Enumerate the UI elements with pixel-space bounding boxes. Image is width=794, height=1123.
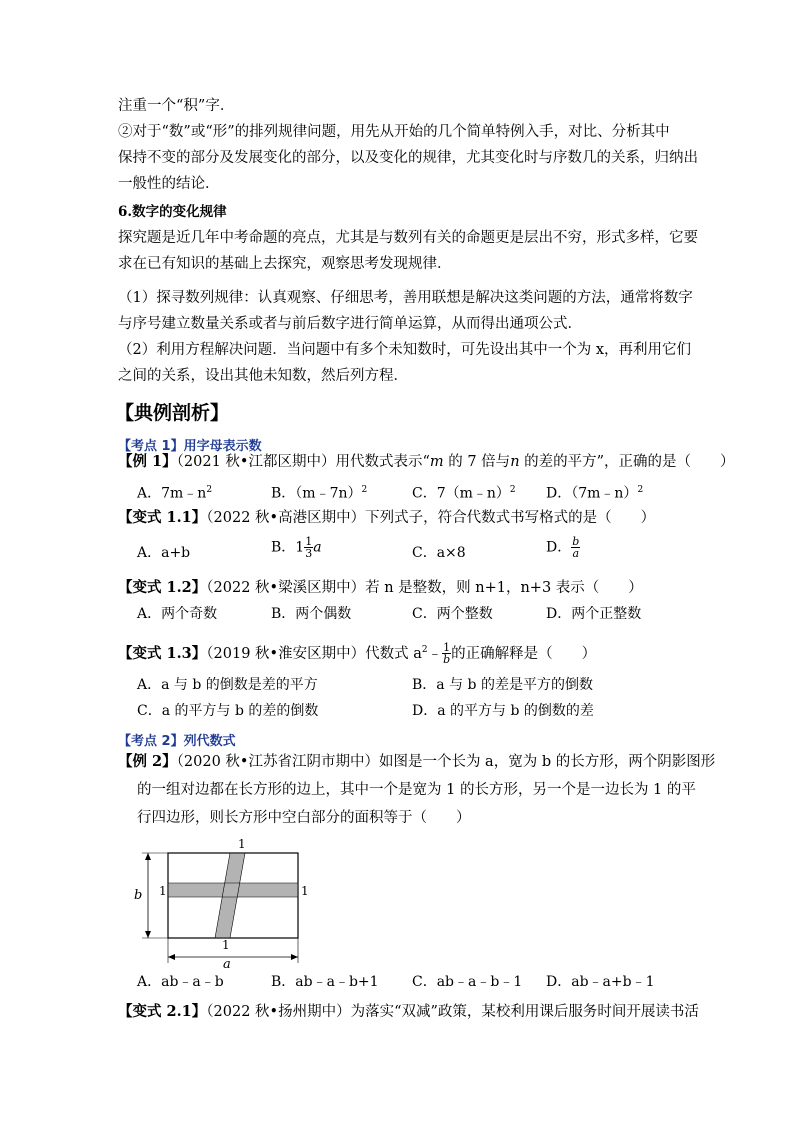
example-1-tag: 【例 1】	[118, 453, 177, 470]
section-6-p2b: 与序号建立数量关系或者与前后数字进行简单运算，从而得出通项公式．	[118, 316, 582, 332]
variant-1-3-source: （2019 秋•淮安区期中）	[206, 645, 366, 662]
example-1-stem	[118, 452, 735, 472]
frac-num: 1	[305, 535, 313, 548]
example-2-source: （2020 秋•江苏省江阴市期中）	[176, 754, 379, 770]
option-b-text: B．（m﹣7n）	[271, 485, 362, 502]
option-d-text: D．（7m﹣n）	[546, 485, 638, 502]
b-arrow-top	[145, 853, 151, 860]
option-a-exp: 2	[206, 485, 213, 495]
variant-1-2-stem	[118, 578, 643, 598]
example-1-stem-b: 的 7 倍与	[443, 454, 511, 470]
frac-num: b	[572, 535, 580, 548]
kaodian-1-label: 【考点 1】用字母表示数	[118, 439, 262, 454]
section-6-title: 6.数字的变化规律	[118, 204, 227, 220]
intro-line-4: 一般性的结论．	[118, 176, 220, 192]
variant-1-2-tag: 【变式 1.2】	[118, 579, 207, 596]
label-right-1: 1	[301, 884, 309, 898]
frac-den: b	[443, 653, 451, 667]
example-2-option-b[interactable]: B．ab﹣a﹣b+1	[271, 974, 379, 990]
example-2-line-2: 的一组对边都在长方形的边上，其中一个是宽为 1 的长方形，另一个是一边长为 1 的平	[137, 782, 696, 798]
example-2-text-1: 如图是一个长为 a，宽为 b 的长方形，两个阴影图形	[378, 754, 716, 770]
variant-1-2-option-d[interactable]: D．两个正整数	[546, 606, 642, 622]
variant-1-2-text: 若 n 是整数，则 n+1，n+3 表示（ ）	[365, 580, 643, 596]
section-6-p2a: （1）探寻数列规律：认真观察、仔细思考，善用联想是解决这类问题的方法，通常将数字	[118, 290, 693, 306]
section-6-p3b: 之间的关系，设出其他未知数，然后列方程．	[118, 368, 408, 384]
example-1-option-a[interactable]	[137, 480, 212, 504]
example-1-stem-a: 用代数式表示“	[335, 454, 430, 470]
example-2-tag: 【例 2】	[118, 753, 177, 770]
option-b-whole: B．1	[271, 539, 305, 556]
frac-den: a	[572, 547, 580, 560]
rectangle-figure	[130, 833, 315, 968]
variant-1-3-option-a[interactable]: A．a 与 b 的倒数是差的平方	[137, 677, 318, 693]
variant-2-1-tag: 【变式 2.1】	[118, 1003, 207, 1020]
variant-1-1-option-b[interactable]	[271, 536, 322, 559]
variant-1-3-fraction	[442, 642, 451, 665]
example-1-stem-c: 的差的平方”，正确的是（ ）	[519, 454, 735, 470]
variant-1-1-option-a[interactable]: A．a+b	[137, 545, 191, 561]
variant-1-1-stem	[118, 508, 655, 528]
variant-1-3-text: 的正确解释是（ ）	[451, 645, 597, 662]
example-1-option-b[interactable]	[271, 480, 367, 504]
a-arrow-left	[168, 954, 175, 960]
example-2-line-1	[118, 752, 715, 772]
label-bottom-1: 1	[222, 938, 230, 952]
intro-line-3: 保持不变的部分及发展变化的部分，以及变化的规律，尤其变化时与序数几的关系，归纳出	[118, 150, 698, 166]
variant-1-1-option-d[interactable]	[546, 536, 580, 559]
variant-1-3-option-b[interactable]: B．a 与 b 的差是平方的倒数	[412, 677, 593, 693]
variant-2-1-stem	[118, 1002, 699, 1022]
label-left-1: 1	[159, 884, 167, 898]
example-2-line-3: 行四边形，则长方形中空白部分的面积等于（ ）	[137, 810, 471, 826]
option-d-fraction	[571, 536, 580, 559]
option-b-fraction	[304, 536, 313, 559]
variant-1-3-exp: 2	[421, 645, 428, 655]
option-c-exp: 2	[509, 485, 516, 495]
intro-line-1: 注重一个“积”字．	[118, 98, 235, 114]
frac-den: 3	[305, 547, 313, 560]
option-a-text: A．7m﹣n	[137, 485, 207, 502]
example-1-option-c[interactable]	[412, 480, 516, 504]
variant-1-3-tag: 【变式 1.3】	[118, 644, 207, 662]
variant-1-1-text: 下列式子，符合代数式书写格式的是（ ）	[365, 510, 656, 526]
example-2-option-d[interactable]: D．ab﹣a+b﹣1	[546, 974, 655, 990]
variant-1-3-stem: 【变式 1.3】（2019 秋•淮安区期中）代数式 $a^2﹣$ $\frac{1}{b}$ 的正确解释是（ ）	[118, 641, 597, 667]
intro-line-2: ②对于“数”或“形”的排列规律问题，用先从开始的几个简单特例入手，对比、分析其中	[118, 124, 670, 140]
section-heading: 【典例剖析】	[115, 402, 230, 424]
variant-2-1-source: （2022 秋•扬州期中）	[206, 1004, 351, 1020]
section-6-p3a: （2）利用方程解决问题．当问题中有多个未知数时，可先设出其中一个为 x，再利用它们	[118, 342, 692, 358]
variant-1-3-expr: 代数式 a	[365, 645, 422, 662]
a-arrow-right	[291, 954, 298, 960]
example-1-var-n: n	[510, 454, 520, 470]
example-1-option-d[interactable]	[546, 480, 643, 504]
section-6-p1b: 求在已有知识的基础上去探究，观察思考发现规律．	[118, 256, 452, 272]
variant-1-2-option-c[interactable]: C．两个整数	[412, 606, 493, 622]
example-2-option-c[interactable]: C．ab﹣a﹣b﹣1	[412, 974, 523, 990]
variant-1-1-tag: 【变式 1.1】	[118, 509, 207, 526]
variant-1-3-option-d[interactable]: D．a 的平方与 b 的倒数的差	[412, 703, 594, 719]
example-1-source: （2021 秋•江都区期中）	[176, 454, 336, 470]
variant-1-2-source: （2022 秋•梁溪区期中）	[206, 580, 366, 596]
example-1-var-m: m	[429, 454, 444, 470]
variant-1-2-option-b[interactable]: B．两个偶数	[271, 606, 352, 622]
option-d-exp: 2	[637, 485, 644, 495]
kaodian-2-label: 【考点 2】列代数式	[118, 734, 236, 749]
option-d-label: D．	[546, 539, 572, 556]
variant-1-2-option-a[interactable]: A．两个奇数	[137, 606, 218, 622]
variant-1-1-source: （2022 秋•高港区期中）	[206, 510, 366, 526]
label-top-1: 1	[238, 837, 246, 851]
b-arrow-bottom	[145, 931, 151, 938]
example-2-option-a[interactable]: A．ab﹣a﹣b	[137, 974, 224, 990]
frac-num: 1	[443, 641, 451, 655]
variant-1-3-option-c[interactable]: C．a 的平方与 b 的差的倒数	[137, 703, 319, 719]
option-b-exp: 2	[361, 485, 368, 495]
variant-2-1-text: 为落实“双减”政策，某校利用课后服务时间开展读书活	[350, 1004, 699, 1020]
section-6-p1a: 探究题是近几年中考命题的亮点，尤其是与数列有关的命题更是层出不穷，形式多样，它要	[118, 230, 698, 246]
label-a: a	[223, 957, 231, 968]
variant-1-1-option-c[interactable]: C．a×8	[412, 545, 466, 561]
option-c-text: C．7（m﹣n）	[412, 485, 510, 502]
option-b-var: a	[313, 539, 322, 556]
label-b: b	[134, 888, 143, 903]
